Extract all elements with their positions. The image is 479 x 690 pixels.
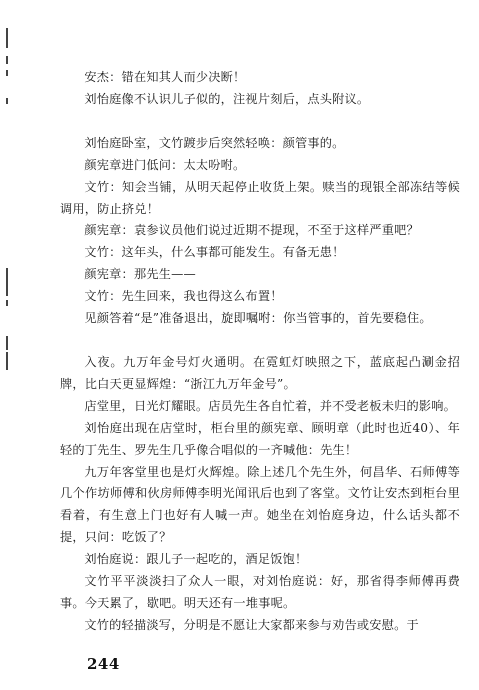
paragraph: 见颜答着“是”准备退出，旋即嘱咐：你当管事的，首先要稳住。	[84, 311, 432, 326]
paragraph: 颜宪章进门低问：太太吩咐。	[84, 157, 246, 172]
paragraph: 刘怡庭出现在店堂时，柜台里的颜宪章、顾明章（此时也近40）、年轻的丁先生、罗先生几乎像合唱似的一齐喊他：先生！	[60, 420, 460, 457]
paragraph: 刘怡庭像不认识儿子似的，注视片刻后，点头附议。	[84, 91, 370, 106]
body-text	[60, 67, 460, 637]
page-number: 244	[87, 655, 120, 673]
paragraph: 文竹：知会当铺，从明天起停止收货上架。赎当的现银全部冻结等候调用，防止挤兑！	[60, 179, 460, 216]
paragraph: 九万年客堂里也是灯火辉煌。除上述几个先生外，何昌华、石师傅等几个作坊师傅和伙房师傅李明光闻讯后也到了客堂。文竹让安杰到柜台里看着，有生意上门也好有人喊一声。她坐在刘怡庭身边，什么话头都不提，只问：吃饭了？	[60, 464, 460, 545]
paragraph: 颜宪章：那先生——	[84, 267, 196, 282]
paragraph: 刘怡庭卧室，文竹踱步后突然轻唤：颜管事的。	[84, 135, 345, 150]
paragraph: 文竹的轻描淡写，分明是不愿让大家都来参与劝告或安慰。于	[84, 617, 419, 632]
paragraph: 安杰：错在知其人而少决断！	[84, 70, 246, 84]
paragraph: 刘怡庭说：跟儿子一起吃的，酒足饭饱！	[84, 552, 308, 567]
paragraph: 颜宪章：袁参议员他们说过近期不提现，不至于这样严重吧？	[84, 223, 419, 238]
paragraph: 店堂里，日光灯耀眼。店员先生各自忙着，并不受老板未归的影响。	[84, 398, 457, 413]
paragraph: 文竹：这年头，什么事都可能发生。有备无患！	[84, 245, 345, 260]
paragraph: 文竹：先生回来，我也得这么布置！	[84, 289, 283, 304]
paragraph: 入夜。九万年金号灯火通明。在霓虹灯映照之下，蓝底起凸涮金招牌，比白天更显辉煌：“浙江九万年金号”。	[60, 354, 460, 391]
paragraph: 文竹平平淡淡扫了众人一眼，对刘怡庭说：好，那省得李师傅再费事。今天累了，歇吧。明天还有一堆事呢。	[60, 574, 460, 610]
scan-gutter-marks	[0, 0, 20, 690]
